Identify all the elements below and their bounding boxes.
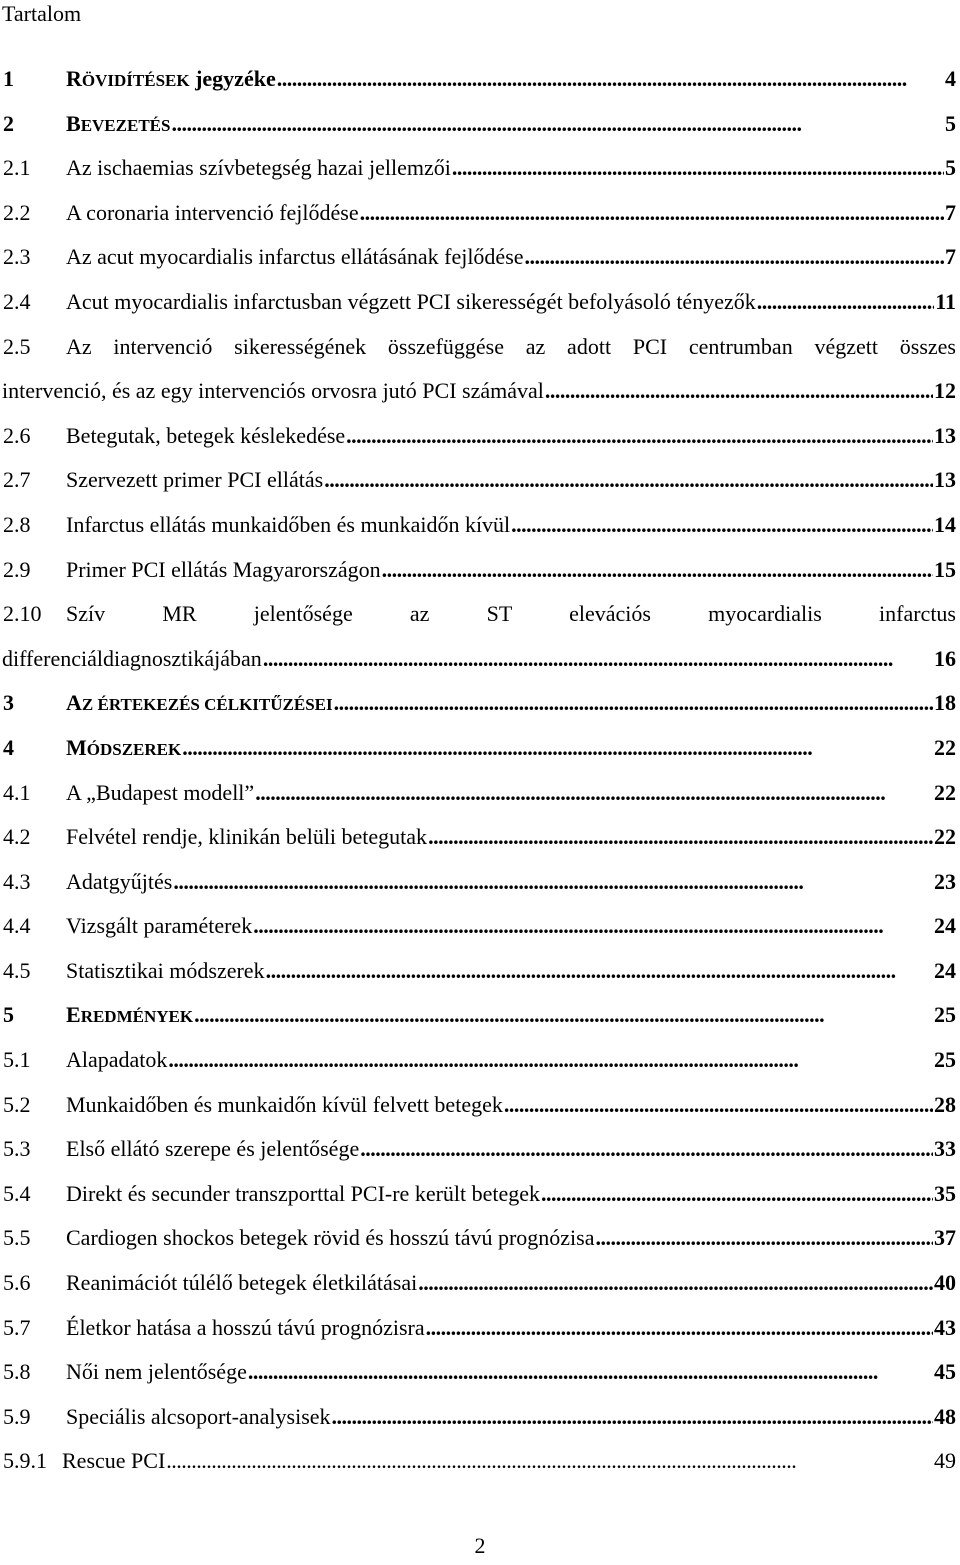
toc-entry-title: Direkt és secunder transzporttal PCI-re került betegek bbox=[66, 1180, 541, 1206]
toc-entry[interactable] bbox=[0, 235, 960, 280]
toc-entry-number: 2.1 bbox=[3, 155, 31, 181]
toc-entry-body bbox=[66, 1306, 956, 1351]
toc-title-smallcaps: Z ÉRTEKEZÉS CÉLKITŰZÉSEI bbox=[81, 695, 333, 715]
toc-entry-body bbox=[66, 681, 956, 726]
toc-entry-title bbox=[66, 57, 276, 102]
toc-entry-line2 bbox=[2, 369, 956, 414]
toc-entry-number: 2 bbox=[3, 110, 14, 136]
toc-entry[interactable] bbox=[0, 503, 960, 548]
toc-entry-body bbox=[66, 57, 956, 102]
toc-dot-leader bbox=[360, 1127, 933, 1172]
toc-entry-title: Cardiogen shockos betegek rövid és hosszú távú prognózisa bbox=[66, 1225, 595, 1251]
toc-entry-number: 5.5 bbox=[3, 1225, 31, 1251]
toc-title-initial: E bbox=[66, 1002, 81, 1028]
toc-entry-title: Adatgyűjtés bbox=[66, 868, 173, 894]
toc-entry-number: 2.6 bbox=[3, 422, 31, 448]
toc-entry[interactable] bbox=[0, 548, 960, 593]
toc-dot-leader bbox=[418, 1261, 933, 1306]
toc-entry-body bbox=[66, 1261, 956, 1306]
toc-dot-leader bbox=[255, 771, 933, 816]
toc-entry-title: Női nem jelentősége bbox=[66, 1359, 247, 1385]
toc-dot-leader bbox=[428, 815, 933, 860]
toc-dot-leader bbox=[168, 1038, 933, 1083]
toc-entry[interactable] bbox=[0, 726, 960, 771]
toc-entry[interactable] bbox=[0, 771, 960, 816]
toc-entry-body bbox=[66, 102, 956, 147]
toc-entry-title: Alapadatok bbox=[66, 1047, 168, 1073]
toc-entry-page: 12 bbox=[934, 378, 956, 404]
toc-entry-number: 4.2 bbox=[3, 824, 31, 850]
toc-entry-body bbox=[66, 1083, 956, 1128]
toc-entry-number: 2.2 bbox=[3, 199, 31, 225]
toc-entry[interactable] bbox=[0, 102, 960, 147]
toc-entry-body bbox=[66, 414, 956, 459]
toc-title-tail: jegyzéke bbox=[189, 66, 276, 91]
toc-entry-number: 4.4 bbox=[3, 913, 31, 939]
toc-dot-leader bbox=[248, 1350, 933, 1395]
toc-entry[interactable] bbox=[0, 57, 960, 102]
toc-entry-page: 33 bbox=[934, 1136, 956, 1162]
toc-entry-page: 37 bbox=[934, 1225, 956, 1251]
toc-entry-page: 22 bbox=[934, 779, 956, 805]
toc-entry[interactable] bbox=[0, 458, 960, 503]
toc-title-smallcaps: EVEZETÉS bbox=[80, 115, 171, 135]
toc-entry-number: 5.4 bbox=[3, 1180, 31, 1206]
toc-dot-leader bbox=[426, 1306, 933, 1351]
toc-entry[interactable] bbox=[0, 1350, 960, 1395]
toc-entry-page: 7 bbox=[945, 199, 956, 225]
toc-dot-leader bbox=[525, 235, 944, 280]
toc-entry-title: Acut myocardialis infarctusban végzett PCI sikerességét befolyásoló tényezők bbox=[66, 288, 756, 314]
toc-entry-title-line1: Az intervenció sikerességének összefüggése az adott PCI centrumban végzett összes bbox=[66, 333, 956, 359]
toc-entry-title bbox=[66, 726, 181, 771]
toc-dot-leader bbox=[757, 280, 934, 325]
toc-title-initial: M bbox=[66, 734, 87, 760]
toc-entry-number: 5.1 bbox=[3, 1047, 31, 1073]
toc-title-initial: B bbox=[66, 110, 81, 136]
toc-entry-title: Vizsgált paraméterek bbox=[66, 913, 253, 939]
toc-title-initial: R bbox=[66, 66, 82, 91]
toc-entry-title: A coronaria intervenció fejlődése bbox=[66, 199, 359, 225]
toc-dot-leader bbox=[504, 1083, 933, 1128]
toc-entry[interactable] bbox=[0, 1172, 960, 1217]
toc-entry-number: 2.5 bbox=[3, 333, 31, 359]
toc-entry-title: Rescue PCI bbox=[62, 1448, 166, 1474]
toc-entry-title: Statisztikai módszerek bbox=[66, 957, 265, 983]
toc-dot-leader bbox=[346, 414, 933, 459]
toc-entry[interactable] bbox=[0, 1306, 960, 1351]
toc-entry-page: 7 bbox=[945, 244, 956, 270]
toc-entry-title-line1: Szív MR jelentősége az ST elevációs myocardialis infarctus bbox=[66, 601, 956, 627]
toc-entry-page: 13 bbox=[934, 422, 956, 448]
toc-entry-page: 45 bbox=[934, 1359, 956, 1385]
toc-entry-page: 16 bbox=[934, 645, 956, 671]
toc-title-smallcaps: REDMÉNYEK bbox=[80, 1007, 194, 1027]
toc-entry-body bbox=[66, 1216, 956, 1261]
toc-entry-title bbox=[66, 102, 170, 147]
toc-entry[interactable] bbox=[0, 146, 960, 191]
toc-entry[interactable] bbox=[0, 414, 960, 459]
toc-dot-leader bbox=[266, 949, 933, 994]
toc-entry[interactable] bbox=[0, 860, 960, 905]
toc-entry-number: 2.7 bbox=[3, 467, 31, 493]
table-of-contents bbox=[0, 57, 960, 1484]
toc-entry-body bbox=[66, 280, 956, 325]
toc-entry-number: 4 bbox=[3, 734, 14, 760]
toc-entry-body bbox=[66, 191, 956, 236]
toc-entry[interactable] bbox=[0, 949, 960, 994]
toc-title: Tartalom bbox=[2, 1, 82, 26]
toc-entry-title: Életkor hatása a hosszú távú prognózisra bbox=[66, 1314, 425, 1340]
toc-entry-page: 43 bbox=[934, 1314, 956, 1340]
toc-dot-leader bbox=[596, 1216, 934, 1261]
toc-entry-title: Infarctus ellátás munkaidőben és munkaidőn kívül bbox=[66, 511, 511, 537]
toc-title-smallcaps: ÓDSZEREK bbox=[86, 739, 182, 759]
toc-entry-page: 5 bbox=[945, 155, 956, 181]
toc-entry-body bbox=[66, 235, 956, 280]
toc-entry-page: 48 bbox=[934, 1403, 956, 1429]
toc-entry-body bbox=[66, 1395, 956, 1440]
toc-dot-leader bbox=[452, 146, 944, 191]
toc-entry-page: 25 bbox=[934, 1047, 956, 1073]
toc-title-smallcaps: ÖVIDÍTÉSEK bbox=[81, 71, 190, 90]
toc-entry-page: 25 bbox=[934, 1002, 956, 1028]
toc-entry[interactable] bbox=[0, 681, 960, 726]
toc-entry-number: 5.3 bbox=[3, 1136, 31, 1162]
toc-entry-page: 4 bbox=[945, 66, 956, 91]
toc-entry-page: 22 bbox=[934, 734, 956, 760]
toc-dot-leader bbox=[194, 993, 933, 1038]
toc-entry-number: 5 bbox=[3, 1002, 14, 1028]
toc-dot-leader bbox=[263, 637, 933, 682]
toc-entry-page: 22 bbox=[934, 824, 956, 850]
toc-entry-number: 5.6 bbox=[3, 1270, 31, 1296]
toc-entry-number: 4.1 bbox=[3, 779, 31, 805]
toc-entry-title: Munkaidőben és munkaidőn kívül felvett betegek bbox=[66, 1091, 503, 1117]
toc-entry-body bbox=[66, 1127, 956, 1172]
toc-entry-body bbox=[66, 1038, 956, 1083]
toc-entry[interactable] bbox=[0, 993, 960, 1038]
toc-entry-title: Speciális alcsoport-analysisek bbox=[66, 1403, 331, 1429]
toc-entry-number: 2.3 bbox=[3, 244, 31, 270]
toc-entry[interactable] bbox=[0, 280, 960, 325]
toc-entry-number: 5.9 bbox=[3, 1403, 31, 1429]
toc-dot-leader bbox=[324, 458, 933, 503]
toc-entry-title: A „Budapest modell” bbox=[66, 779, 255, 805]
toc-entry-body bbox=[66, 815, 956, 860]
toc-entry-body bbox=[66, 904, 956, 949]
toc-entry[interactable] bbox=[0, 325, 960, 414]
toc-entry-title: Az ischaemias szívbetegség hazai jellemzői bbox=[66, 155, 451, 181]
toc-dot-leader bbox=[253, 904, 933, 949]
toc-entry-line2 bbox=[2, 637, 956, 682]
toc-entry-page: 28 bbox=[934, 1091, 956, 1117]
toc-entry[interactable] bbox=[0, 1261, 960, 1306]
toc-entry[interactable] bbox=[0, 1038, 960, 1083]
toc-entry[interactable] bbox=[0, 1127, 960, 1172]
toc-entry-body bbox=[66, 771, 956, 816]
toc-dot-leader bbox=[360, 191, 944, 236]
toc-entry[interactable] bbox=[0, 191, 960, 236]
toc-entry-body bbox=[66, 949, 956, 994]
toc-entry-number: 2.8 bbox=[3, 511, 31, 537]
toc-entry-title bbox=[66, 993, 193, 1038]
toc-entry-page: 23 bbox=[934, 868, 956, 894]
toc-entry-page: 49 bbox=[934, 1448, 956, 1474]
toc-entry[interactable] bbox=[0, 1395, 960, 1440]
page-number: 2 bbox=[474, 1533, 486, 1558]
toc-entry-number: 2.10 bbox=[3, 601, 42, 627]
toc-entry-title: Első ellátó szerepe és jelentősége bbox=[66, 1136, 360, 1162]
toc-entry-body bbox=[66, 860, 956, 905]
toc-entry-body bbox=[66, 1350, 956, 1395]
toc-entry-number: 5.8 bbox=[3, 1359, 31, 1385]
toc-dot-leader bbox=[382, 548, 933, 593]
toc-entry-number: 1 bbox=[3, 66, 14, 91]
toc-entry-body bbox=[66, 458, 956, 503]
toc-entry[interactable] bbox=[0, 815, 960, 860]
toc-dot-leader bbox=[545, 369, 933, 414]
toc-entry-number: 5.7 bbox=[3, 1314, 31, 1340]
toc-entry-page: 18 bbox=[934, 690, 956, 716]
toc-dot-leader bbox=[171, 102, 944, 147]
toc-entry-number: 5.2 bbox=[3, 1091, 31, 1117]
toc-entry-page: 24 bbox=[934, 957, 956, 983]
toc-entry-number: 2.4 bbox=[3, 288, 31, 314]
toc-entry[interactable] bbox=[0, 904, 960, 949]
toc-entry-number: 5.9.1 bbox=[3, 1448, 47, 1474]
toc-entry-number: 2.9 bbox=[3, 556, 31, 582]
toc-entry-body bbox=[66, 146, 956, 191]
toc-entry[interactable] bbox=[0, 1439, 960, 1484]
toc-entry-page: 11 bbox=[935, 288, 956, 314]
toc-entry-body bbox=[66, 726, 956, 771]
toc-entry-title: Szervezett primer PCI ellátás bbox=[66, 467, 324, 493]
toc-entry-page: 35 bbox=[934, 1180, 956, 1206]
toc-entry-page: 5 bbox=[945, 110, 956, 136]
toc-dot-leader bbox=[166, 1439, 933, 1484]
toc-entry-body bbox=[66, 503, 956, 548]
toc-entry-title: Az acut myocardialis infarctus ellátásának fejlődése bbox=[66, 244, 524, 270]
toc-entry-title: Felvétel rendje, klinikán belüli betegutak bbox=[66, 824, 428, 850]
toc-title-initial: A bbox=[66, 690, 82, 716]
toc-entry-page: 14 bbox=[934, 511, 956, 537]
toc-dot-leader bbox=[511, 503, 933, 548]
toc-entry-title: Primer PCI ellátás Magyarországon bbox=[66, 556, 381, 582]
toc-dot-leader bbox=[173, 860, 933, 905]
toc-entry-title-line2: differenciáldiagnosztikájában bbox=[2, 645, 262, 671]
toc-dot-leader bbox=[334, 681, 933, 726]
toc-dot-leader bbox=[277, 57, 944, 102]
toc-entry-body bbox=[66, 993, 956, 1038]
toc-entry-title-line2: intervenció, és az egy intervenciós orvosra jutó PCI számával bbox=[2, 378, 544, 404]
toc-entry[interactable] bbox=[0, 1216, 960, 1261]
toc-entry-number: 4.3 bbox=[3, 868, 31, 894]
toc-entry-page: 24 bbox=[934, 913, 956, 939]
toc-entry-number: 3 bbox=[3, 690, 14, 716]
toc-entry-page: 13 bbox=[934, 467, 956, 493]
toc-entry-body bbox=[66, 548, 956, 593]
toc-entry[interactable] bbox=[0, 592, 960, 681]
toc-entry-page: 40 bbox=[934, 1270, 956, 1296]
toc-entry-page: 15 bbox=[934, 556, 956, 582]
toc-entry-body bbox=[62, 1439, 956, 1484]
toc-entry-number: 4.5 bbox=[3, 957, 31, 983]
toc-entry-title: Betegutak, betegek késlekedése bbox=[66, 422, 346, 448]
toc-entry-title bbox=[66, 681, 333, 726]
toc-entry-body bbox=[66, 1172, 956, 1217]
toc-dot-leader bbox=[182, 726, 933, 771]
toc-dot-leader bbox=[332, 1395, 933, 1440]
toc-entry[interactable] bbox=[0, 1083, 960, 1128]
toc-entry-title: Reanimációt túlélő betegek életkilátásai bbox=[66, 1270, 418, 1296]
toc-dot-leader bbox=[541, 1172, 933, 1217]
